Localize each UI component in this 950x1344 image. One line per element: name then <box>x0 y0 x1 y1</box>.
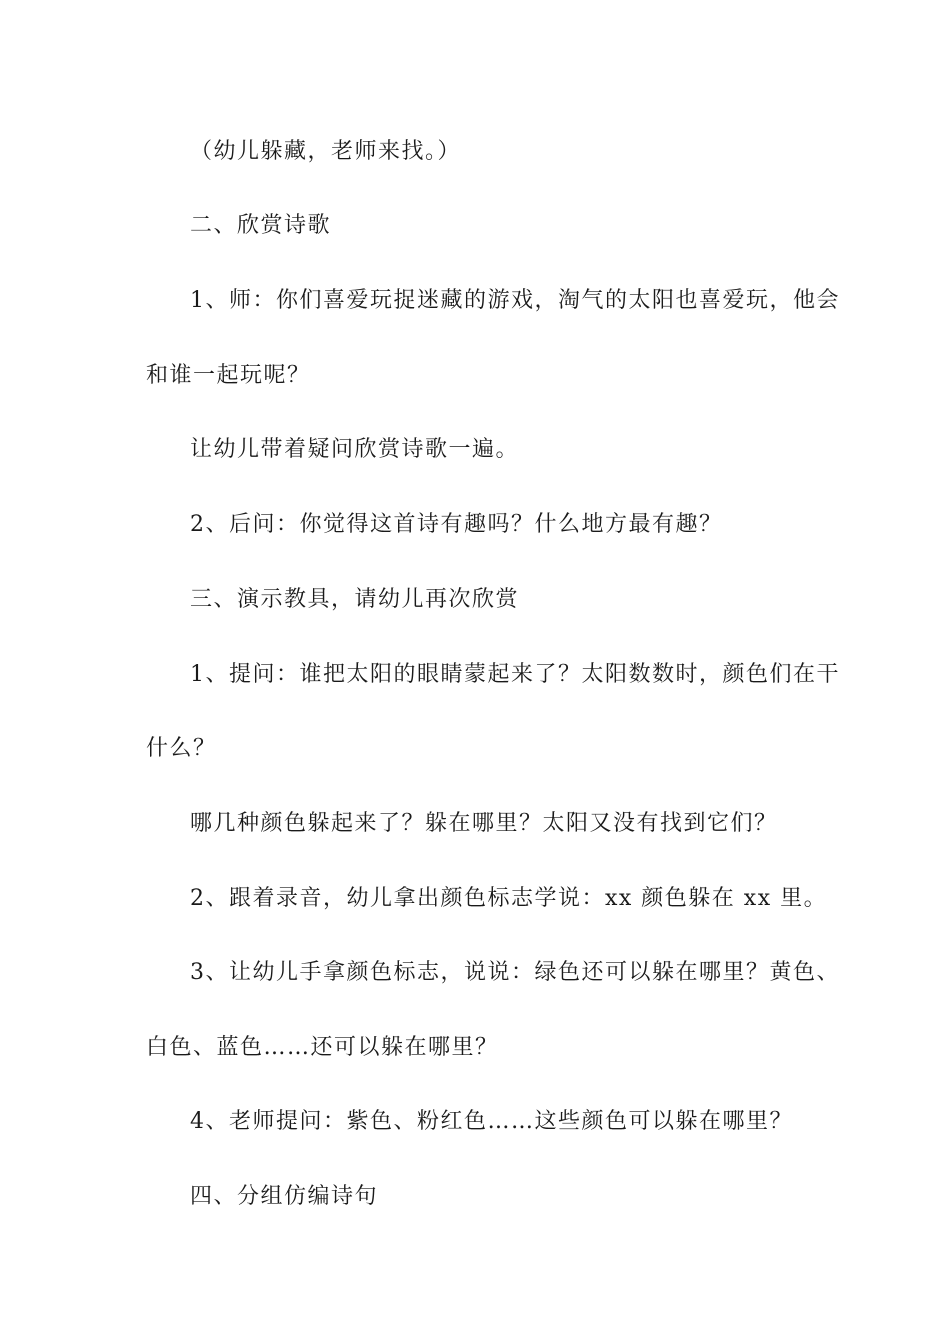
paragraph-line: 什么？ <box>146 736 217 761</box>
paragraph-line: 让幼儿带着疑问欣赏诗歌一遍。 <box>190 437 520 462</box>
paragraph-line: 1、师：你们喜爱玩捉迷藏的游戏，淘气的太阳也喜爱玩，他会 <box>190 288 840 313</box>
section-heading: 三、演示教具，请幼儿再次欣赏 <box>190 587 520 612</box>
paragraph-line: 4、老师提问：紫色、粉红色……这些颜色可以躲在哪里？ <box>190 1109 793 1134</box>
section-heading: 二、欣赏诗歌 <box>190 213 332 238</box>
paragraph-line: 2、跟着录音，幼儿拿出颜色标志学说：xx 颜色躲在 xx 里。 <box>190 886 828 911</box>
paragraph-line: （幼儿躲藏，老师来找。） <box>190 139 462 164</box>
paragraph-line: 和谁一起玩呢？ <box>146 363 311 388</box>
section-heading: 四、分组仿编诗句 <box>190 1184 379 1209</box>
paragraph-line: 3、让幼儿手拿颜色标志，说说：绿色还可以躲在哪里？黄色、 <box>190 960 840 985</box>
paragraph-line: 2、后问：你觉得这首诗有趣吗？什么地方最有趣？ <box>190 512 723 537</box>
paragraph-line: 白色、蓝色……还可以躲在哪里？ <box>146 1035 499 1060</box>
paragraph-line: 哪几种颜色躲起来了？躲在哪里？太阳又没有找到它们？ <box>190 811 778 836</box>
paragraph-line: 1、提问：谁把太阳的眼睛蒙起来了？太阳数数时，颜色们在干 <box>190 662 840 687</box>
